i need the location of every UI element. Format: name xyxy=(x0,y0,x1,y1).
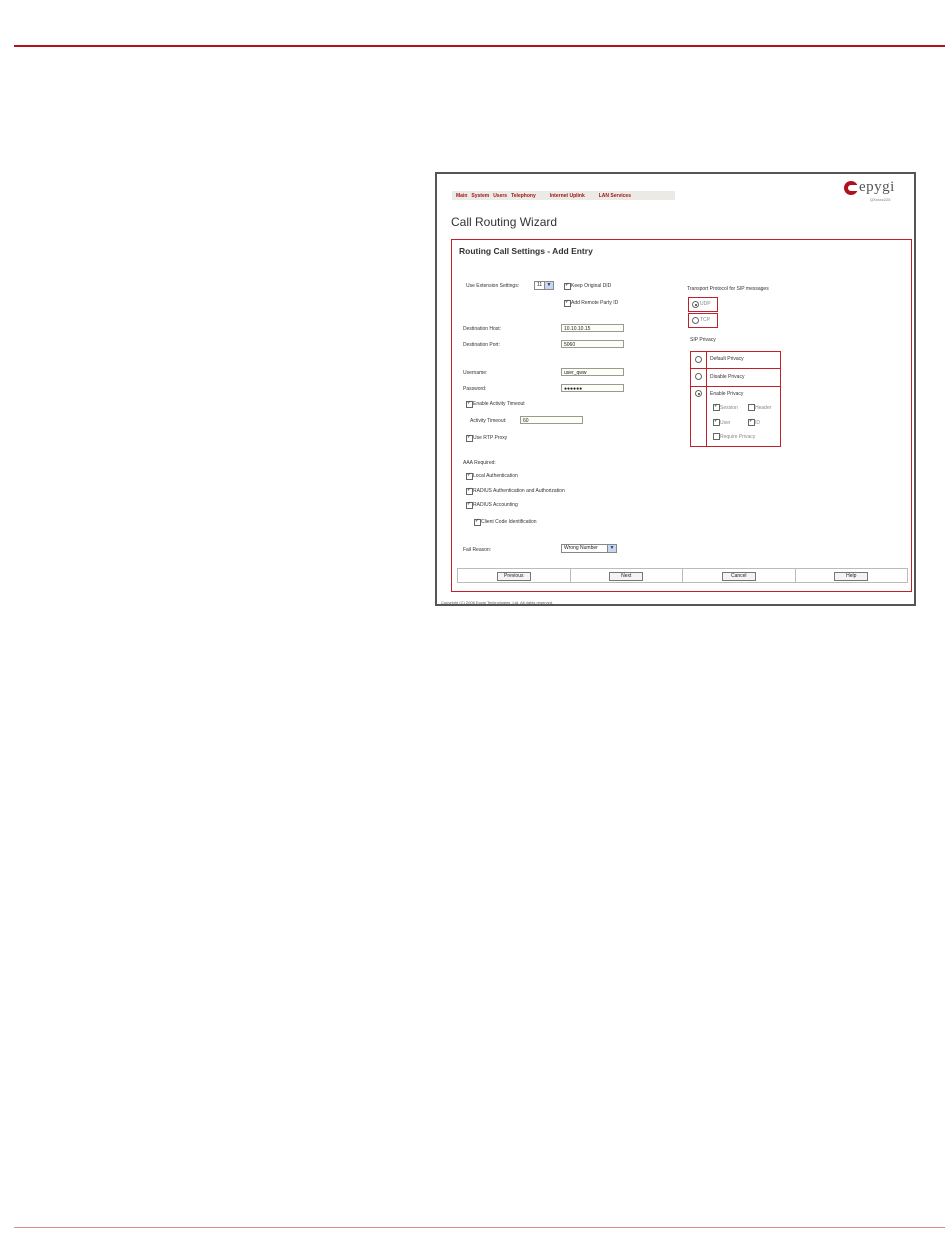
fail-reason-label: Fail Reason: xyxy=(463,547,492,553)
logo-model: QXxxxx225 xyxy=(870,197,891,202)
destination-port-label: Destination Port: xyxy=(463,342,500,348)
default-privacy-label: Default Privacy xyxy=(710,356,744,362)
top-nav xyxy=(452,191,675,200)
id-label: ID xyxy=(755,420,760,426)
radius-accounting-label: RADIUS Accounting xyxy=(473,502,518,508)
header-checkbox[interactable] xyxy=(748,404,755,411)
sip-privacy-row-line xyxy=(690,386,781,387)
sip-privacy-row-line xyxy=(690,368,781,369)
nav-item-lan-services[interactable]: LAN Services xyxy=(598,192,631,199)
top-rule xyxy=(14,45,945,47)
transport-protocol-label: Transport Protocol for SIP messages xyxy=(687,286,769,292)
nav-item-main[interactable]: Main xyxy=(456,192,468,199)
chevron-down-icon: ▼ xyxy=(544,282,553,289)
radius-accounting-checkbox[interactable] xyxy=(466,502,473,509)
help-button[interactable]: Help xyxy=(834,572,868,581)
local-authentication-label: Local Authentication xyxy=(473,473,518,479)
disable-privacy-radio[interactable] xyxy=(695,373,702,380)
next-cell xyxy=(571,569,684,582)
user-label: User xyxy=(720,420,731,426)
keep-original-did-label: Keep Original DID xyxy=(571,283,612,289)
chevron-down-icon: ▼ xyxy=(607,545,616,552)
nav-item-internet-uplink[interactable]: Internet Uplink xyxy=(549,192,585,199)
keep-original-did-checkbox[interactable] xyxy=(564,283,571,290)
activity-timeout-input[interactable]: 60 xyxy=(520,416,583,424)
screenshot-frame xyxy=(435,172,916,606)
udp-label: UDP xyxy=(700,301,711,307)
aaa-required-label: AAA Required: xyxy=(463,460,496,466)
username-input[interactable]: user_qww xyxy=(561,368,624,376)
copyright-text: Copyright (C) 2006 Epygi Technologies, Ltd. All rights reserved. xyxy=(441,600,554,605)
destination-host-input[interactable]: 10.10.10.15 xyxy=(561,324,624,332)
session-label: Session xyxy=(720,405,738,411)
fail-reason-value: Wrong Number xyxy=(564,545,598,551)
require-privacy-checkbox[interactable] xyxy=(713,433,720,440)
sip-privacy-label: SIP Privacy xyxy=(690,337,716,343)
cancel-button[interactable]: Cancel xyxy=(722,572,756,581)
help-cell xyxy=(796,569,908,582)
previous-cell xyxy=(458,569,571,582)
radius-auth-checkbox[interactable] xyxy=(466,488,473,495)
udp-radio[interactable] xyxy=(692,301,699,308)
add-remote-party-id-checkbox[interactable] xyxy=(564,300,571,307)
add-remote-party-id-label: Add Remote Party ID xyxy=(571,300,619,306)
enable-activity-timeout-label: Enable Activity Timeout xyxy=(473,401,525,407)
session-checkbox[interactable] xyxy=(713,404,720,411)
destination-host-label: Destination Host: xyxy=(463,326,502,332)
wizard-panel xyxy=(451,239,912,592)
logo-mark-icon xyxy=(844,181,858,195)
panel-title: Routing Call Settings - Add Entry xyxy=(459,246,593,256)
logo-word: epygi xyxy=(859,179,895,195)
client-code-identification-checkbox[interactable] xyxy=(474,519,481,526)
next-button[interactable]: Next xyxy=(609,572,643,581)
use-extension-value: 11 xyxy=(537,282,543,288)
use-rtp-proxy-checkbox[interactable] xyxy=(466,435,473,442)
header-label: Header xyxy=(755,405,772,411)
id-checkbox[interactable] xyxy=(748,419,755,426)
wizard-button-bar xyxy=(457,568,908,583)
radius-auth-label: RADIUS Authentication and Authorization xyxy=(473,488,565,494)
use-extension-select[interactable] xyxy=(534,281,554,290)
sip-privacy-box xyxy=(690,351,781,447)
local-authentication-checkbox[interactable] xyxy=(466,473,473,480)
nav-item-telephony[interactable]: Telephony xyxy=(511,192,536,199)
nav-item-users[interactable]: Users xyxy=(493,192,508,199)
tcp-label: TCP xyxy=(700,317,710,323)
client-code-identification-label: Client Code Identification xyxy=(481,519,537,525)
password-input[interactable]: ●●●●●● xyxy=(561,384,624,392)
username-label: Username: xyxy=(463,370,488,376)
fail-reason-select[interactable] xyxy=(561,544,617,553)
activity-timeout-label: Activity Timeout: xyxy=(470,418,507,424)
require-privacy-label: Require Privacy xyxy=(720,434,756,440)
password-label: Password: xyxy=(463,386,487,392)
use-extension-label: Use Extension Settings: xyxy=(466,283,520,289)
previous-button[interactable]: Previous xyxy=(497,572,531,581)
nav-item-system[interactable]: System xyxy=(471,192,490,199)
page-title: Call Routing Wizard xyxy=(451,215,558,229)
tcp-radio[interactable] xyxy=(692,317,699,324)
sip-privacy-divider xyxy=(706,351,707,447)
user-checkbox[interactable] xyxy=(713,419,720,426)
disable-privacy-label: Disable Privacy xyxy=(710,374,745,380)
use-rtp-proxy-label: Use RTP Proxy xyxy=(473,435,508,441)
enable-activity-timeout-checkbox[interactable] xyxy=(466,401,473,408)
epygi-logo xyxy=(844,181,908,207)
destination-port-input[interactable]: 5060 xyxy=(561,340,624,348)
enable-privacy-radio[interactable] xyxy=(695,390,702,397)
enable-privacy-label: Enable Privacy xyxy=(710,391,744,397)
default-privacy-radio[interactable] xyxy=(695,356,702,363)
bottom-rule xyxy=(14,1227,945,1228)
cancel-cell xyxy=(683,569,796,582)
